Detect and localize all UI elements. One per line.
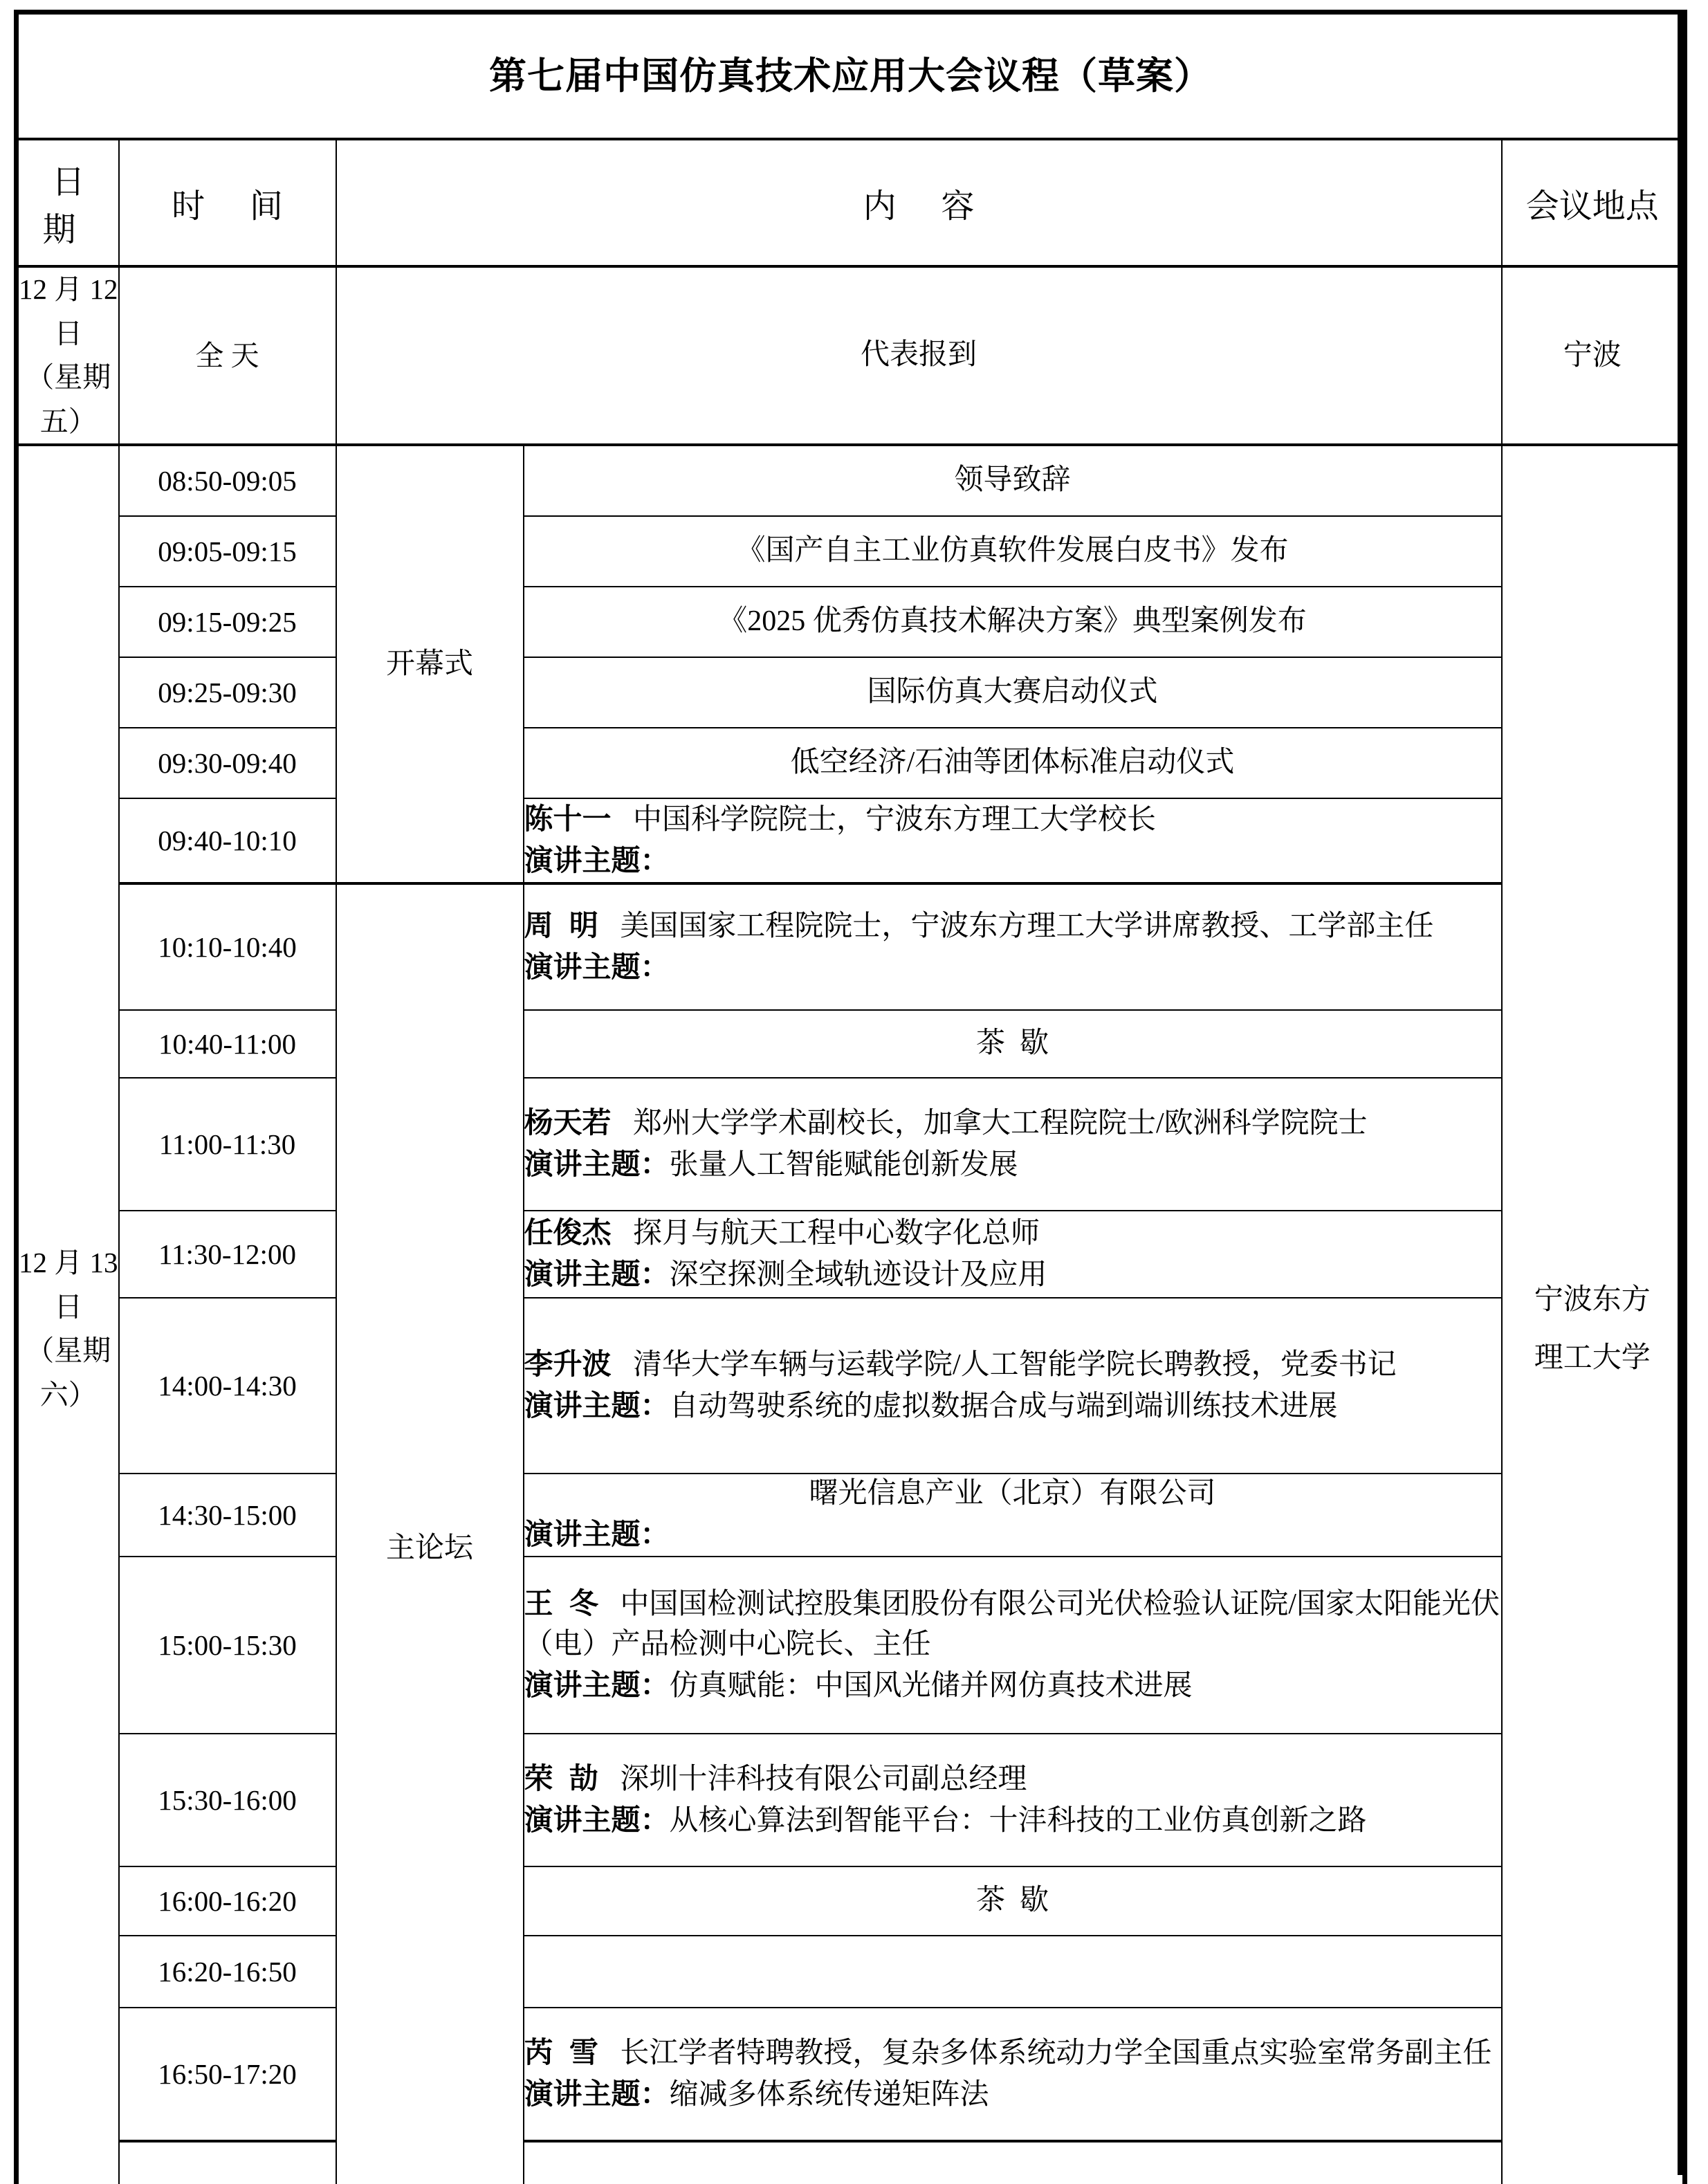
time-label: 16:50-17:20 bbox=[158, 2057, 297, 2090]
topic-label: 演讲主题： bbox=[524, 1389, 670, 1422]
topic-label: 演讲主题： bbox=[524, 1668, 670, 1701]
session-main-forum-label: 主论坛 bbox=[385, 1532, 473, 1565]
topic-text: 深空探测全域轨迹设计及应用 bbox=[669, 1259, 1047, 1292]
time-label: 14:00-14:30 bbox=[158, 1369, 297, 1402]
speaker-name: 陈十一 bbox=[524, 802, 612, 836]
content-line: 低空经济/石油等团体标准启动仪式 bbox=[790, 746, 1235, 779]
topic-text: 自动驾驶系统的虚拟数据合成与端到端训练技术进展 bbox=[669, 1391, 1338, 1423]
time-label: 10:40-11:00 bbox=[158, 1027, 296, 1060]
day1-date-line2: （星期五） bbox=[26, 361, 111, 437]
speaker-affiliation: 深圳十沣科技有限公司副总经理 bbox=[620, 1763, 1027, 1796]
speaker-name: 荣 劼 bbox=[524, 1762, 598, 1795]
content-line: 茶 歇 bbox=[975, 1884, 1049, 1917]
time-label: 09:40-10:10 bbox=[158, 824, 297, 856]
content-line: 茶 歇 bbox=[975, 1027, 1049, 1060]
day2-venue-line1: 宁波东方 bbox=[1534, 1284, 1651, 1316]
topic-label: 演讲主题： bbox=[524, 1258, 670, 1291]
speaker-affiliation: 长江学者特聘教授，复杂多体系统动力学全国重点实验室常务副主任 bbox=[620, 2037, 1492, 2070]
session-opening-label: 开幕式 bbox=[385, 648, 473, 681]
day2-venue-line2: 理工大学 bbox=[1534, 1342, 1651, 1375]
header-venue-label: 会议地点 bbox=[1525, 187, 1659, 225]
topic-label: 演讲主题： bbox=[524, 2077, 670, 2110]
day1-content-text: 代表报到 bbox=[860, 339, 977, 371]
content-line: 《2025 优秀仿真技术解决方案》典型案例发布 bbox=[718, 605, 1307, 638]
topic-text: 缩减多体系统传递矩阵法 bbox=[669, 2079, 989, 2111]
speaker-name: 王 冬 bbox=[524, 1587, 598, 1620]
time-label: 08:50-09:05 bbox=[158, 464, 297, 497]
page-title: 第七届中国仿真技术应用大会议程（草案） bbox=[489, 55, 1213, 97]
time-label: 09:05-09:15 bbox=[158, 535, 297, 567]
content-line: 《国产自主工业仿真软件发展白皮书》发布 bbox=[736, 535, 1289, 567]
header-date-label: 日 期 bbox=[42, 164, 104, 248]
speaker-affiliation: 中国科学院院士，宁波东方理工大学校长 bbox=[633, 804, 1157, 836]
speaker-affiliation: 中国国检测试控股集团股份有限公司光伏检验认证院/国家太阳能光伏（电）产品检测中心院长、主任 bbox=[524, 1588, 1500, 1661]
header-time-label: 时 间 bbox=[172, 187, 302, 225]
speaker-affiliation: 探月与航天工程中心数字化总师 bbox=[633, 1218, 1040, 1250]
topic-label: 演讲主题： bbox=[524, 1804, 670, 1836]
topic-text: 仿真赋能：中国风光储并网仿真技术进展 bbox=[669, 1669, 1193, 1702]
speaker-name: 任俊杰 bbox=[524, 1216, 612, 1249]
topic-text: 从核心算法到智能平台：十沣科技的工业仿真创新之路 bbox=[669, 1805, 1367, 1837]
topic-text: 张量人工智能赋能创新发展 bbox=[669, 1149, 1018, 1182]
speaker-name: 芮 雪 bbox=[524, 2036, 598, 2069]
topic-label: 演讲主题： bbox=[524, 844, 670, 877]
day2-date-line2: （星期六） bbox=[26, 1334, 111, 1411]
day2-date-line1: 12 月 13 日 bbox=[19, 1247, 118, 1323]
content-line: 领导致辞 bbox=[954, 464, 1071, 497]
time-label: 09:30-09:40 bbox=[158, 746, 297, 779]
day1-time-label: 全 天 bbox=[195, 339, 259, 371]
header-content-label: 内 容 bbox=[863, 187, 993, 225]
day1-date-line1: 12 月 12 日 bbox=[19, 273, 118, 349]
page-border bbox=[14, 10, 1682, 2175]
speaker-name: 周 明 bbox=[524, 909, 598, 942]
organization-line: 曙光信息产业（北京）有限公司 bbox=[809, 1478, 1216, 1510]
speaker-affiliation: 郑州大学学术副校长，加拿大工程院院士/欧洲科学院院士 bbox=[633, 1108, 1368, 1140]
topic-label: 演讲主题： bbox=[524, 1148, 670, 1181]
day1-venue-text: 宁波 bbox=[1563, 340, 1622, 372]
time-label: 11:00-11:30 bbox=[158, 1128, 296, 1160]
time-label: 15:00-15:30 bbox=[158, 1628, 297, 1661]
time-label: 09:25-09:30 bbox=[158, 676, 297, 708]
time-label: 09:15-09:25 bbox=[158, 605, 297, 638]
content-line: 国际仿真大赛启动仪式 bbox=[867, 676, 1158, 708]
time-label: 11:30-12:00 bbox=[158, 1238, 296, 1270]
speaker-affiliation: 美国国家工程院院士，宁波东方理工大学讲席教授、工学部主任 bbox=[620, 910, 1434, 943]
topic-label: 演讲主题： bbox=[524, 951, 670, 984]
speaker-affiliation: 清华大学车辆与运载学院/人工智能学院长聘教授，党委书记 bbox=[633, 1349, 1397, 1382]
speaker-name: 杨天若 bbox=[524, 1106, 612, 1139]
time-label: 16:20-16:50 bbox=[158, 1955, 297, 1988]
time-label: 14:30-15:00 bbox=[158, 1498, 297, 1531]
time-label: 10:10-10:40 bbox=[158, 930, 297, 963]
topic-label: 演讲主题： bbox=[524, 1518, 670, 1551]
speaker-name: 李升波 bbox=[524, 1348, 612, 1381]
time-label: 15:30-16:00 bbox=[158, 1783, 297, 1816]
time-label: 16:00-16:20 bbox=[158, 1884, 297, 1917]
